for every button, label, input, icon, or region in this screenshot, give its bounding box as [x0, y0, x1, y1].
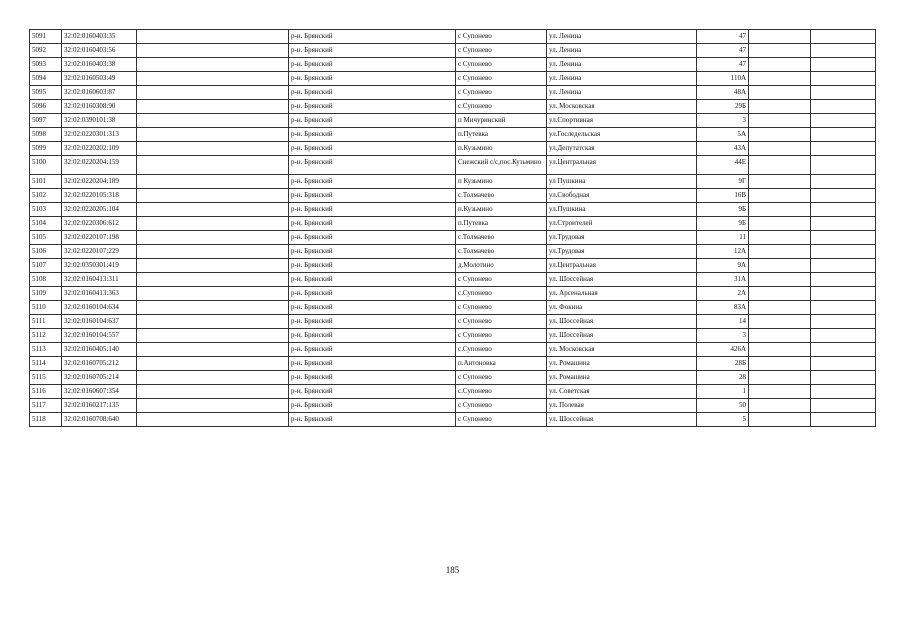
row-id-cell: 5109 — [30, 287, 62, 301]
cadastral-number-cell: 32:02:0220107:198 — [62, 231, 137, 245]
table-body — [30, 30, 876, 427]
table-row — [30, 259, 876, 273]
empty-cell — [137, 217, 289, 231]
empty-cell — [811, 30, 876, 44]
empty-cell — [811, 44, 876, 58]
cadastral-number-cell: 32:02:0160104:634 — [62, 301, 137, 315]
empty-cell — [137, 86, 289, 100]
empty-cell — [811, 385, 876, 399]
empty-cell — [749, 413, 811, 427]
empty-cell — [137, 156, 289, 175]
street-cell: ул.Трудовая — [547, 231, 697, 245]
locality-cell: с.Толмачево — [456, 245, 547, 259]
empty-cell — [749, 385, 811, 399]
table-row — [30, 315, 876, 329]
locality-cell: с Супонево — [456, 273, 547, 287]
empty-cell — [749, 259, 811, 273]
table-row — [30, 100, 876, 114]
district-cell: р-н. Брянский — [289, 44, 456, 58]
cadastral-number-cell: 32:02:0160403:56 — [62, 44, 137, 58]
empty-cell — [749, 371, 811, 385]
locality-cell: с.Супонево — [456, 385, 547, 399]
row-id-cell: 5098 — [30, 128, 62, 142]
locality-cell: с Супонево — [456, 315, 547, 329]
table-row — [30, 343, 876, 357]
district-cell: р-н. Брянский — [289, 329, 456, 343]
cadastral-number-cell: 32:02:0160413:363 — [62, 287, 137, 301]
row-id-cell: 5094 — [30, 72, 62, 86]
street-cell: ул. Шоссейная — [547, 329, 697, 343]
empty-cell — [137, 413, 289, 427]
table-row — [30, 371, 876, 385]
empty-cell — [811, 175, 876, 189]
table-row — [30, 385, 876, 399]
street-cell: ул. Ленина — [547, 30, 697, 44]
house-number-cell: 11 — [697, 231, 749, 245]
house-number-cell: 12А — [697, 245, 749, 259]
table-row — [30, 44, 876, 58]
table-row — [30, 273, 876, 287]
house-number-cell: 47 — [697, 30, 749, 44]
table-row — [30, 217, 876, 231]
district-cell: р-н. Брянский — [289, 100, 456, 114]
locality-cell: с Супонево — [456, 30, 547, 44]
table-row — [30, 329, 876, 343]
empty-cell — [749, 399, 811, 413]
district-cell: р-н. Брянский — [289, 156, 456, 175]
empty-cell — [811, 287, 876, 301]
street-cell: ул. Московская — [547, 343, 697, 357]
locality-cell: с.Толмачево — [456, 231, 547, 245]
house-number-cell: 9Б — [697, 203, 749, 217]
locality-cell: п Кузьмино — [456, 175, 547, 189]
locality-cell: с.Супонево — [456, 287, 547, 301]
empty-cell — [749, 142, 811, 156]
row-id-cell: 5118 — [30, 413, 62, 427]
empty-cell — [137, 385, 289, 399]
cadastral-number-cell: 32:02:0390101:38 — [62, 114, 137, 128]
cadastral-number-cell: 32:02:0160708:640 — [62, 413, 137, 427]
district-cell: р-н. Брянский — [289, 301, 456, 315]
empty-cell — [811, 399, 876, 413]
house-number-cell: 47 — [697, 58, 749, 72]
row-id-cell: 5111 — [30, 315, 62, 329]
house-number-cell: 9Б — [697, 217, 749, 231]
district-cell: р-н. Брянский — [289, 30, 456, 44]
locality-cell: с Супонево — [456, 72, 547, 86]
empty-cell — [749, 44, 811, 58]
street-cell: ул. Московская — [547, 100, 697, 114]
locality-cell: п Мичуринский — [456, 114, 547, 128]
cadastral-number-cell: 32:02:0160607:354 — [62, 385, 137, 399]
table-row — [30, 245, 876, 259]
empty-cell — [137, 114, 289, 128]
table-row — [30, 142, 876, 156]
street-cell: ул. Полевая — [547, 399, 697, 413]
street-cell: ул.Госледельская — [547, 128, 697, 142]
empty-cell — [749, 245, 811, 259]
district-cell: р-н. Брянский — [289, 72, 456, 86]
street-cell: ул. Шоссейная — [547, 315, 697, 329]
house-number-cell: 9Г — [697, 175, 749, 189]
row-id-cell: 5102 — [30, 189, 62, 203]
locality-cell: с Супонево — [456, 58, 547, 72]
empty-cell — [137, 357, 289, 371]
empty-cell — [749, 100, 811, 114]
empty-cell — [811, 301, 876, 315]
house-number-cell: 3 — [697, 329, 749, 343]
empty-cell — [749, 203, 811, 217]
empty-cell — [811, 128, 876, 142]
house-number-cell: 1 — [697, 385, 749, 399]
house-number-cell: 5А — [697, 128, 749, 142]
house-number-cell: 43А — [697, 142, 749, 156]
empty-cell — [811, 100, 876, 114]
row-id-cell: 5116 — [30, 385, 62, 399]
empty-cell — [137, 72, 289, 86]
row-id-cell: 5100 — [30, 156, 62, 175]
empty-cell — [749, 128, 811, 142]
cadastral-number-cell: 32:02:0220204:189 — [62, 175, 137, 189]
street-cell: ул.Центральная — [547, 156, 697, 175]
empty-cell — [137, 301, 289, 315]
empty-cell — [749, 231, 811, 245]
locality-cell: п.Кузьмино — [456, 142, 547, 156]
registry-table — [29, 29, 876, 427]
district-cell: р-н. Брянский — [289, 371, 456, 385]
street-cell: ул. Ленина — [547, 58, 697, 72]
table-row — [30, 287, 876, 301]
house-number-cell: 9А — [697, 259, 749, 273]
street-cell: ул. Советская — [547, 385, 697, 399]
empty-cell — [811, 245, 876, 259]
locality-cell: с.Супонево — [456, 343, 547, 357]
locality-cell: д.Молотино — [456, 259, 547, 273]
empty-cell — [811, 343, 876, 357]
table-row — [30, 203, 876, 217]
empty-cell — [749, 357, 811, 371]
locality-cell: с Супонево — [456, 329, 547, 343]
empty-cell — [749, 315, 811, 329]
district-cell: р-н. Брянский — [289, 114, 456, 128]
district-cell: р-н. Брянский — [289, 315, 456, 329]
row-id-cell: 5103 — [30, 203, 62, 217]
cadastral-number-cell: 32:02:0160405:140 — [62, 343, 137, 357]
house-number-cell: 5 — [697, 413, 749, 427]
empty-cell — [811, 156, 876, 175]
empty-cell — [811, 315, 876, 329]
locality-cell: с Супонево — [456, 86, 547, 100]
table-row — [30, 301, 876, 315]
table-row — [30, 30, 876, 44]
empty-cell — [811, 413, 876, 427]
row-id-cell: 5097 — [30, 114, 62, 128]
row-id-cell: 5101 — [30, 175, 62, 189]
house-number-cell: 44Е — [697, 156, 749, 175]
cadastral-number-cell: 32:02:0160705:212 — [62, 357, 137, 371]
row-id-cell: 5115 — [30, 371, 62, 385]
street-cell: ул. Арсенальная — [547, 287, 697, 301]
empty-cell — [811, 273, 876, 287]
empty-cell — [137, 44, 289, 58]
cadastral-number-cell: 32:02:0160217:135 — [62, 399, 137, 413]
row-id-cell: 5093 — [30, 58, 62, 72]
empty-cell — [749, 86, 811, 100]
cadastral-number-cell: 32:02:0160413:311 — [62, 273, 137, 287]
house-number-cell: 3 — [697, 114, 749, 128]
row-id-cell: 5114 — [30, 357, 62, 371]
row-id-cell: 5104 — [30, 217, 62, 231]
street-cell: ул. Фокина — [547, 301, 697, 315]
locality-cell: с Супонево — [456, 301, 547, 315]
empty-cell — [811, 142, 876, 156]
house-number-cell: 110А — [697, 72, 749, 86]
page-number: 185 — [445, 565, 460, 575]
street-cell: ул.Пушкина — [547, 203, 697, 217]
cadastral-number-cell: 32:02:0220301:313 — [62, 128, 137, 142]
house-number-cell: 14 — [697, 315, 749, 329]
cadastral-number-cell: 32:02:0220107:229 — [62, 245, 137, 259]
table-row — [30, 189, 876, 203]
locality-cell: с Супонево — [456, 44, 547, 58]
row-id-cell: 5113 — [30, 343, 62, 357]
district-cell: р-н. Брянский — [289, 128, 456, 142]
locality-cell: п.Антоновка — [456, 357, 547, 371]
empty-cell — [137, 259, 289, 273]
street-cell: ул.Центральная — [547, 259, 697, 273]
empty-cell — [749, 175, 811, 189]
empty-cell — [137, 231, 289, 245]
row-id-cell: 5099 — [30, 142, 62, 156]
table-row — [30, 156, 876, 175]
cadastral-number-cell: 32:02:0160705:214 — [62, 371, 137, 385]
district-cell: р-н. Брянский — [289, 245, 456, 259]
district-cell: р-н. Брянский — [289, 273, 456, 287]
cadastral-number-cell: 32:02:0220204:159 — [62, 156, 137, 175]
row-id-cell: 5096 — [30, 100, 62, 114]
house-number-cell: 50 — [697, 399, 749, 413]
empty-cell — [811, 86, 876, 100]
empty-cell — [137, 245, 289, 259]
district-cell: р-н. Брянский — [289, 259, 456, 273]
row-id-cell: 5092 — [30, 44, 62, 58]
empty-cell — [137, 175, 289, 189]
district-cell: р-н. Брянский — [289, 217, 456, 231]
empty-cell — [749, 156, 811, 175]
district-cell: р-н. Брянский — [289, 413, 456, 427]
empty-cell — [137, 329, 289, 343]
table-row — [30, 114, 876, 128]
empty-cell — [811, 72, 876, 86]
empty-cell — [811, 371, 876, 385]
empty-cell — [137, 30, 289, 44]
house-number-cell: 28Б — [697, 357, 749, 371]
locality-cell: Снежский с/с,пос.Кузьмино — [456, 156, 547, 175]
district-cell: р-н. Брянский — [289, 357, 456, 371]
cadastral-number-cell: 32:02:0160104:557 — [62, 329, 137, 343]
empty-cell — [811, 114, 876, 128]
house-number-cell: 48А — [697, 86, 749, 100]
house-number-cell: 31А — [697, 273, 749, 287]
locality-cell: п.Кузьмино — [456, 203, 547, 217]
empty-cell — [137, 100, 289, 114]
district-cell: р-н. Брянский — [289, 231, 456, 245]
table-row — [30, 413, 876, 427]
empty-cell — [811, 259, 876, 273]
house-number-cell: 28 — [697, 371, 749, 385]
table-row — [30, 128, 876, 142]
cadastral-number-cell: 32:02:0160104:637 — [62, 315, 137, 329]
empty-cell — [749, 72, 811, 86]
empty-cell — [811, 58, 876, 72]
empty-cell — [137, 58, 289, 72]
street-cell: ул.Строителей — [547, 217, 697, 231]
empty-cell — [137, 343, 289, 357]
cadastral-number-cell: 32:02:0160308:90 — [62, 100, 137, 114]
house-number-cell: 2А — [697, 287, 749, 301]
locality-cell: с Супонево — [456, 371, 547, 385]
empty-cell — [137, 315, 289, 329]
empty-cell — [749, 273, 811, 287]
street-cell: ул. Ромашина — [547, 371, 697, 385]
empty-cell — [749, 343, 811, 357]
locality-cell: с Супонево — [456, 399, 547, 413]
table-row — [30, 399, 876, 413]
empty-cell — [811, 217, 876, 231]
table-row — [30, 72, 876, 86]
empty-cell — [749, 287, 811, 301]
empty-cell — [137, 128, 289, 142]
empty-cell — [749, 189, 811, 203]
street-cell: ул.Трудовая — [547, 245, 697, 259]
row-id-cell: 5117 — [30, 399, 62, 413]
street-cell: ул Пушкина — [547, 175, 697, 189]
row-id-cell: 5095 — [30, 86, 62, 100]
cadastral-number-cell: 32:02:0160603:87 — [62, 86, 137, 100]
table-row — [30, 86, 876, 100]
house-number-cell: 426А — [697, 343, 749, 357]
empty-cell — [811, 203, 876, 217]
table-row — [30, 58, 876, 72]
empty-cell — [137, 371, 289, 385]
street-cell: ул. Шоссейная — [547, 273, 697, 287]
empty-cell — [749, 329, 811, 343]
empty-cell — [749, 58, 811, 72]
empty-cell — [811, 329, 876, 343]
row-id-cell: 5108 — [30, 273, 62, 287]
empty-cell — [137, 287, 289, 301]
empty-cell — [811, 231, 876, 245]
cadastral-number-cell: 32:02:0160503:49 — [62, 72, 137, 86]
street-cell: ул. Ленина — [547, 44, 697, 58]
empty-cell — [137, 273, 289, 287]
street-cell: ул. Ромашина — [547, 357, 697, 371]
locality-cell: п.Путевка — [456, 128, 547, 142]
empty-cell — [811, 357, 876, 371]
cadastral-number-cell: 32:02:0220202:109 — [62, 142, 137, 156]
house-number-cell: 29Б — [697, 100, 749, 114]
street-cell: ул.Свободная — [547, 189, 697, 203]
locality-cell: п.Путевка — [456, 217, 547, 231]
row-id-cell: 5107 — [30, 259, 62, 273]
table-row — [30, 357, 876, 371]
district-cell: р-н. Брянский — [289, 343, 456, 357]
district-cell: р-н. Брянский — [289, 86, 456, 100]
empty-cell — [749, 301, 811, 315]
empty-cell — [811, 189, 876, 203]
house-number-cell: 16В — [697, 189, 749, 203]
cadastral-number-cell: 32:02:0220306:612 — [62, 217, 137, 231]
empty-cell — [137, 142, 289, 156]
locality-cell: с Супонево — [456, 413, 547, 427]
row-id-cell: 5105 — [30, 231, 62, 245]
locality-cell: с.Толмачево — [456, 189, 547, 203]
street-cell: ул. Ленина — [547, 86, 697, 100]
locality-cell: с.Супонево — [456, 100, 547, 114]
street-cell: ул.Депутатская — [547, 142, 697, 156]
row-id-cell: 5112 — [30, 329, 62, 343]
table-row — [30, 175, 876, 189]
house-number-cell: 47 — [697, 44, 749, 58]
empty-cell — [137, 399, 289, 413]
cadastral-number-cell: 32:02:0220105:318 — [62, 189, 137, 203]
row-id-cell: 5110 — [30, 301, 62, 315]
row-id-cell: 5091 — [30, 30, 62, 44]
district-cell: р-н. Брянский — [289, 287, 456, 301]
district-cell: р-н. Брянский — [289, 385, 456, 399]
street-cell: ул.Спортивная — [547, 114, 697, 128]
district-cell: р-н. Брянский — [289, 142, 456, 156]
district-cell: р-н. Брянский — [289, 175, 456, 189]
district-cell: р-н. Брянский — [289, 203, 456, 217]
empty-cell — [137, 189, 289, 203]
cadastral-number-cell: 32:02:0160403:38 — [62, 58, 137, 72]
cadastral-number-cell: 32:02:0160403:35 — [62, 30, 137, 44]
district-cell: р-н. Брянский — [289, 189, 456, 203]
district-cell: р-н. Брянский — [289, 58, 456, 72]
district-cell: р-н. Брянский — [289, 399, 456, 413]
row-id-cell: 5106 — [30, 245, 62, 259]
house-number-cell: 83А — [697, 301, 749, 315]
table-row — [30, 231, 876, 245]
cadastral-number-cell: 32:02:0220205:104 — [62, 203, 137, 217]
empty-cell — [749, 30, 811, 44]
street-cell: ул. Шоссейная — [547, 413, 697, 427]
empty-cell — [749, 217, 811, 231]
empty-cell — [749, 114, 811, 128]
cadastral-number-cell: 32:02:0350301:419 — [62, 259, 137, 273]
empty-cell — [137, 203, 289, 217]
street-cell: ул. Ленина — [547, 72, 697, 86]
